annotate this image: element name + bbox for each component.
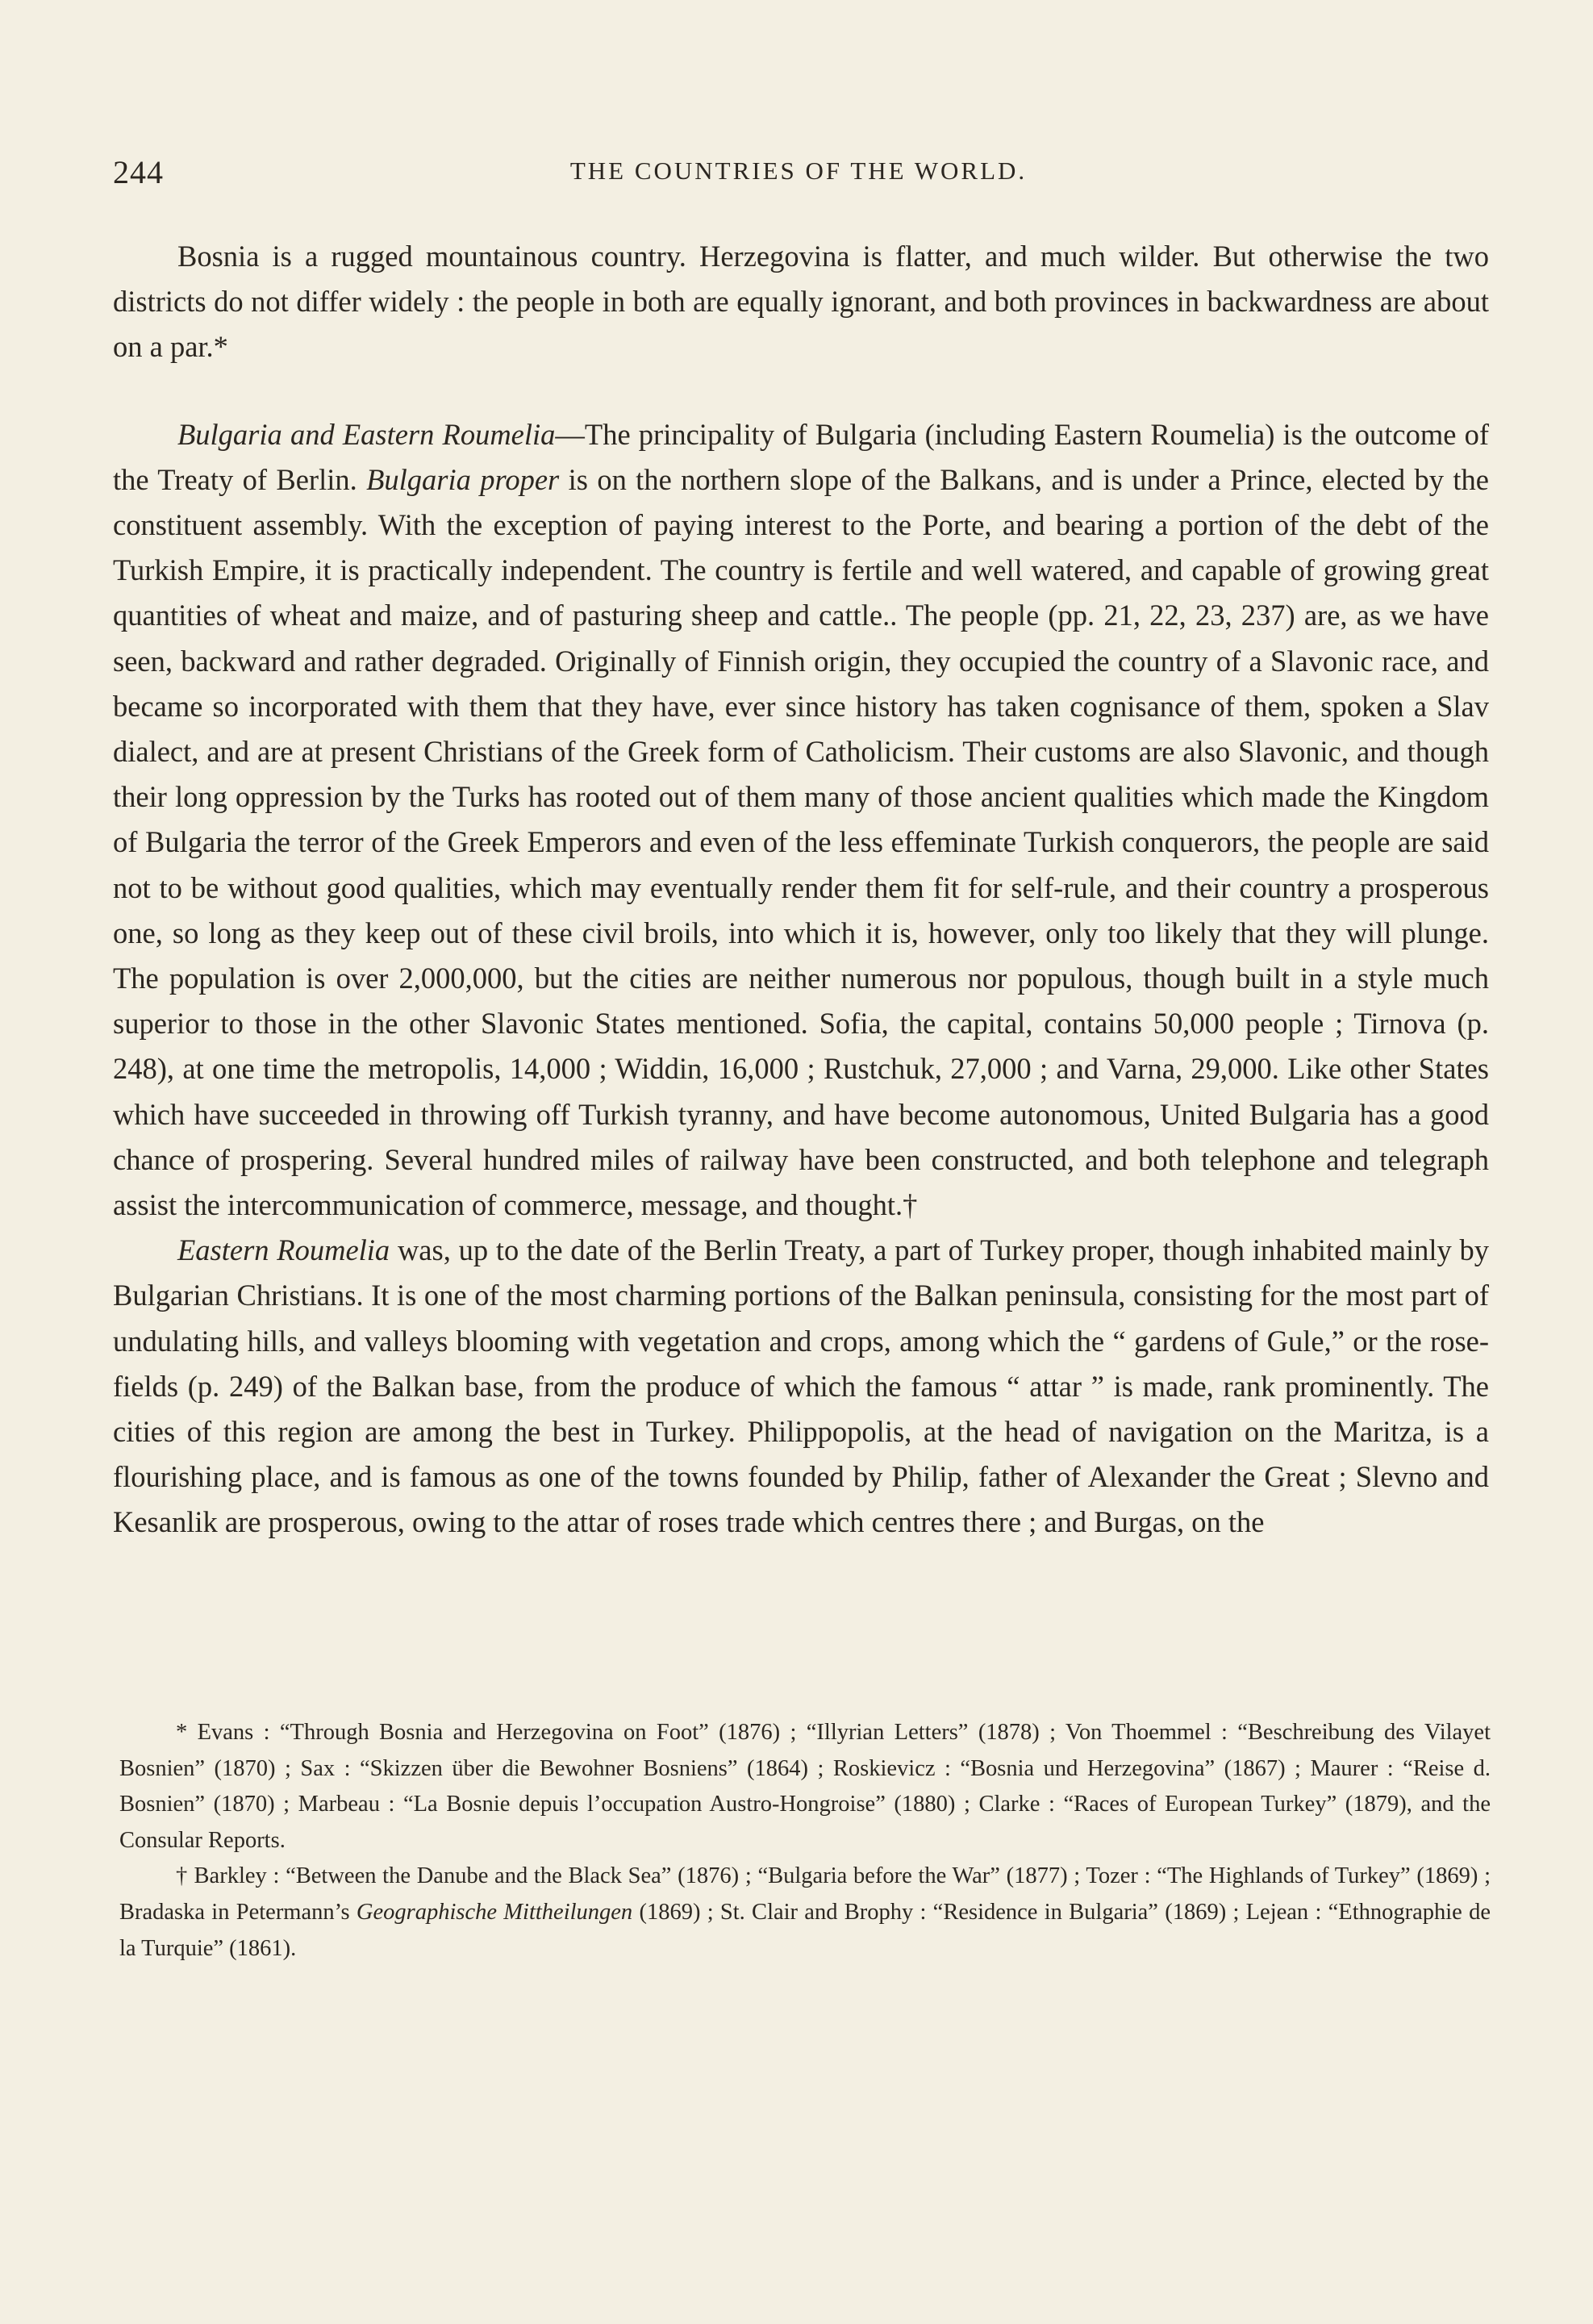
paragraph-eastern-roumelia (113, 1228, 1489, 1545)
running-title: THE COUNTRIES OF THE WORLD. (569, 156, 1028, 185)
heading-and: and (281, 417, 343, 451)
footnote-dagger (119, 1859, 1491, 1967)
footnotes (119, 1715, 1491, 1967)
paragraph-bulgaria (113, 412, 1489, 1229)
footnote-dagger-italic: Geographische Mittheilungen (356, 1899, 633, 1925)
bulgaria-proper-term: Bulgaria proper (366, 462, 560, 496)
body-text (113, 234, 1489, 1546)
heading-eastern-roumelia-2: Eastern Roumelia (177, 1233, 390, 1267)
page-header (113, 153, 1484, 194)
heading-eastern-roumelia: Eastern Roumelia (342, 417, 556, 451)
page-number: 244 (113, 154, 164, 190)
footnote-asterisk: * Evans : “Through Bosnia and Herzegovina on Foot” (1876) ; “Illyrian Letters” (1878) ; Von Thoemmel : “Beschreibung des Vilayet Bosnien” (1870) ; Sax : “Skizzen über die Bewohner Bosniens” (1864) ; Roskievicz : “Bosnia und Herzegovina” (1867) ; Maurer : “Reise d. Bosnien” (1870) ; Marbeau : “La Bosnie depuis l’occupation Austro-Hongroise” (1880) ; Clarke : “Races of European Turkey” (1879), and the Consular Reports. (119, 1720, 1491, 1853)
eastern-roumelia-body-text: was, up to the date of the Berlin Treaty, a part of Turkey proper, though inhabited mainly by Bulgarian Christians. It is one of the most charming portions of the Balkan peninsula, consisting for the most part of undulating hills, and valleys blooming with vegetation and crops, among which the “ gardens of Gule,” or the rose-fields (p. 249) of the Balkan base, from the produce of which the famous “ attar ” is made, rank prominently. The cities of this region are among the best in Turkey. Philippopolis, at the head of navigation on the Maritza, is a flourishing place, and is famous as one of the towns founded by Philip, father of Alexander the Great ; Slevno and Kesanlik are prosperous, owing to the attar of roses trade which centres there ; and Burgas, on the (113, 1233, 1489, 1539)
bulgaria-body-text: is on the northern slope of the Balkans, and is under a Prince, elected by the constituent assembly. With the exception of paying interest to the Porte, and bearing a portion of the debt of the Turkish Empire, it is practically independent. The country is fertile and well watered, and capable of growing great quantities of wheat and maize, and of pasturing sheep and cattle.. The people (pp. 21, 22, 23, 237) are, as we have seen, backward and rather degraded. Originally of Finnish origin, they occupied the country of a Slavonic race, and became so incorporated with them that they have, ever since history has taken cognisance of them, spoken a Slav dialect, and are at present Christians of the Greek form of Catholicism. Their customs are also Slavonic, and though their long oppression by the Turks has rooted out of them many of those ancient qualities which made the Kingdom of Bulgaria the terror of the Greek Emperors and even of the less effeminate Turkish conquerors, the people are said not to be without good qualities, which may eventually render them fit for self-rule, and their country a prosperous one, so long as they keep out of these civil broils, into which it is, however, only too likely that they will plunge. The population is over 2,000,000, but the cities are neither numerous nor populous, though built in a style much superior to those in the other Slavonic States mentioned. Sofia, the capital, contains 50,000 people ; Tirnova (p. 248), at one time the metropolis, 14,000 ; Widdin, 16,000 ; Rustchuk, 27,000 ; and Varna, 29,000. Like other States which have succeeded in throwing off Turkish tyranny, and have become autonomous, United Bulgaria has a good chance of prospering. Several hundred miles of railway have been constructed, and both telephone and telegraph assist the intercommunication of commerce, message, and thought.† (113, 462, 1489, 1222)
footnote-dagger-text-b: (1869) ; St. Clair and Brophy : “Residence in Bulgaria” (1869) ; Lejean : “Ethnographie de la Turquie” (1861). (119, 1899, 1491, 1961)
paragraph-bosnia: Bosnia is a rugged mountainous country. Herzegovina is flatter, and much wilder. But otherwise the two districts do not differ widely : the people in both are equally ignorant, and both provinces in backwardness are about on a par.* (113, 240, 1489, 364)
footnote-dagger-text-a: † Barkley : “Between the Danube and the Black Sea” (1876) ; “Bulgaria before the War” (1877) ; Tozer : “The Highlands of Turkey” (1869) ; Bradaska in Petermann’s (119, 1863, 1491, 1925)
heading-bulgaria: Bulgaria (177, 417, 282, 451)
bulgaria-lead-text: —The principality of Bulgaria (including Eastern Roumelia) is the outcome of the Treaty of Berlin. (113, 417, 1490, 496)
